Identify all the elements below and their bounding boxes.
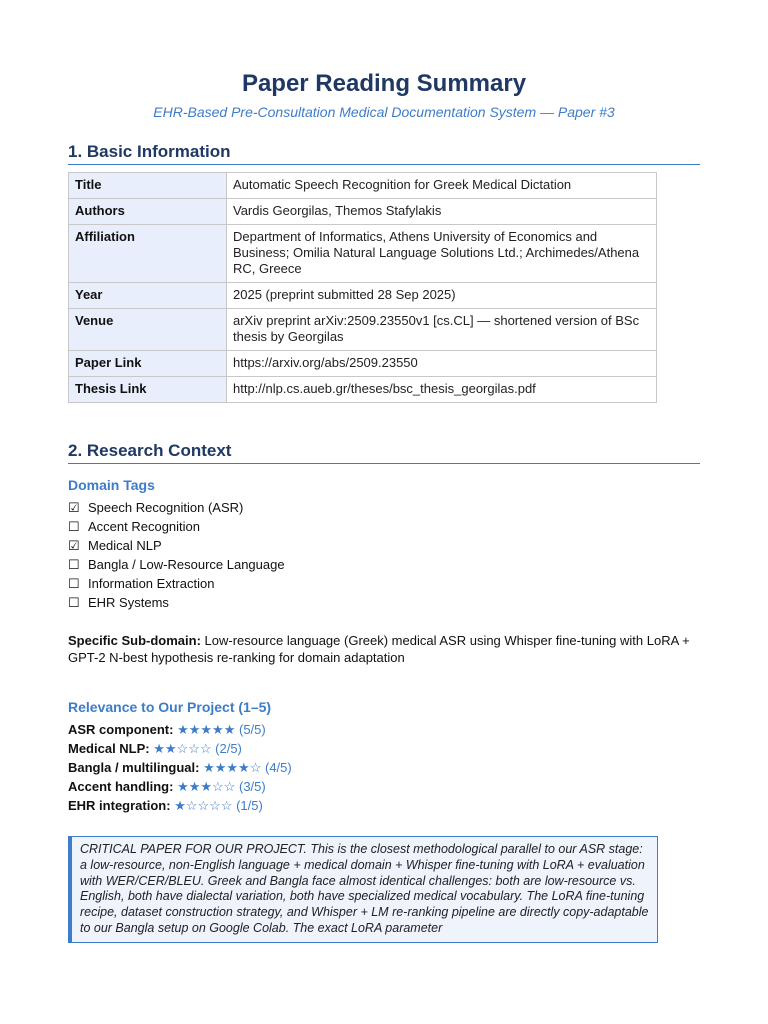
domain-tag-label: Speech Recognition (ASR) [88, 500, 244, 515]
domain-tags-list [68, 498, 285, 612]
section-heading-basic-information: 1. Basic Information [68, 142, 700, 165]
table-value: arXiv preprint arXiv:2509.23550v1 [cs.CL] — shortened version of BSc thesis by Georgilas [227, 309, 657, 351]
table-key: Venue [69, 309, 227, 351]
star-rating-icon: ★★☆☆☆ [153, 741, 212, 756]
domain-tag-label: Accent Recognition [88, 519, 201, 534]
subdomain-label: Specific Sub-domain: [68, 633, 201, 648]
checkbox-unchecked-icon: ☐ [68, 519, 80, 534]
list-item [68, 777, 292, 796]
list-item [68, 517, 285, 536]
page-title: Paper Reading Summary [241, 70, 527, 97]
rating-score: (5/5) [238, 722, 266, 737]
domain-tag-label: EHR Systems [88, 595, 169, 610]
list-item [68, 498, 285, 517]
rating-score: (4/5) [264, 760, 292, 775]
rating-label: Bangla / multilingual: [68, 760, 200, 775]
checkbox-unchecked-icon: ☐ [68, 595, 80, 610]
paper-link[interactable]: https://arxiv.org/abs/2509.23550 [227, 351, 657, 377]
star-rating-icon: ★★★★★ [177, 722, 236, 737]
rating-score: (1/5) [236, 798, 263, 813]
rating-score: (3/5) [238, 779, 266, 794]
section-heading-research-context: 2. Research Context [68, 441, 700, 464]
domain-tag-label: Bangla / Low-Resource Language [88, 557, 285, 572]
table-row [69, 225, 657, 283]
table-row [69, 351, 657, 377]
list-item [68, 593, 285, 612]
table-row [69, 283, 657, 309]
table-value: Automatic Speech Recognition for Greek Medical Dictation [227, 173, 657, 199]
table-key: Year [69, 283, 227, 309]
table-key: Title [69, 173, 227, 199]
table-key: Authors [69, 199, 227, 225]
list-item [68, 739, 292, 758]
basic-info-table [68, 172, 657, 403]
rating-label: Accent handling: [68, 779, 174, 794]
checkbox-unchecked-icon: ☐ [68, 576, 80, 591]
table-value: 2025 (preprint submitted 28 Sep 2025) [227, 283, 657, 309]
critical-note-callout: CRITICAL PAPER FOR OUR PROJECT. This is the closest methodological parallel to our ASR stage: a low-resource, non-English language + medical domain + Whisper fine-tuning with LoRA + evaluation with WER/CER/BLEU. Greek and Bangla face almost identical challenges: both are low-resource vs. English, both have dialectal variation, both have specialized medical vocabulary. The LoRA fine-tuning recipe, dataset construction strategy, and Whisper + LM re-ranking pipeline are directly copy-adaptable to our Bangla setup on Google Colab. The exact LoRA parameter [68, 836, 658, 943]
table-key: Paper Link [69, 351, 227, 377]
table-row [69, 377, 657, 403]
domain-tag-label: Medical NLP [88, 538, 162, 553]
domain-tags-heading: Domain Tags [68, 477, 155, 493]
table-row [69, 199, 657, 225]
relevance-heading: Relevance to Our Project (1–5) [68, 699, 272, 715]
table-row [69, 173, 657, 199]
page-subtitle: EHR-Based Pre-Consultation Medical Documentation System — Paper #3 [153, 104, 615, 120]
table-key: Affiliation [69, 225, 227, 283]
table-key: Thesis Link [69, 377, 227, 403]
list-item [68, 536, 285, 555]
list-item [68, 758, 292, 777]
rating-label: ASR component: [68, 722, 174, 737]
list-item [68, 574, 285, 593]
subdomain-text: Low-resource language (Greek) medical ASR using Whisper fine-tuning with LoRA + GPT-2 N-best hypothesis re-ranking for domain adaptation [68, 633, 690, 665]
domain-tag-label: Information Extraction [88, 576, 215, 591]
checkbox-checked-icon: ☑ [68, 538, 80, 553]
list-item [68, 555, 285, 574]
star-rating-icon: ★★★☆☆ [177, 779, 236, 794]
checkbox-checked-icon: ☑ [68, 500, 80, 515]
star-rating-icon: ★☆☆☆☆ [174, 798, 233, 813]
specific-subdomain [68, 632, 698, 666]
rating-label: EHR integration: [68, 798, 171, 813]
star-rating-icon: ★★★★☆ [203, 760, 262, 775]
thesis-link[interactable]: http://nlp.cs.aueb.gr/theses/bsc_thesis_georgilas.pdf [227, 377, 657, 403]
checkbox-unchecked-icon: ☐ [68, 557, 80, 572]
list-item [68, 796, 292, 815]
table-value: Department of Informatics, Athens University of Economics and Business; Omilia Natural Language Solutions Ltd.; Archimedes/Athena RC, Greece [227, 225, 657, 283]
table-row [69, 309, 657, 351]
list-item [68, 720, 292, 739]
table-value: Vardis Georgilas, Themos Stafylakis [227, 199, 657, 225]
rating-label: Medical NLP: [68, 741, 150, 756]
relevance-ratings [68, 720, 292, 815]
rating-score: (2/5) [215, 741, 242, 756]
